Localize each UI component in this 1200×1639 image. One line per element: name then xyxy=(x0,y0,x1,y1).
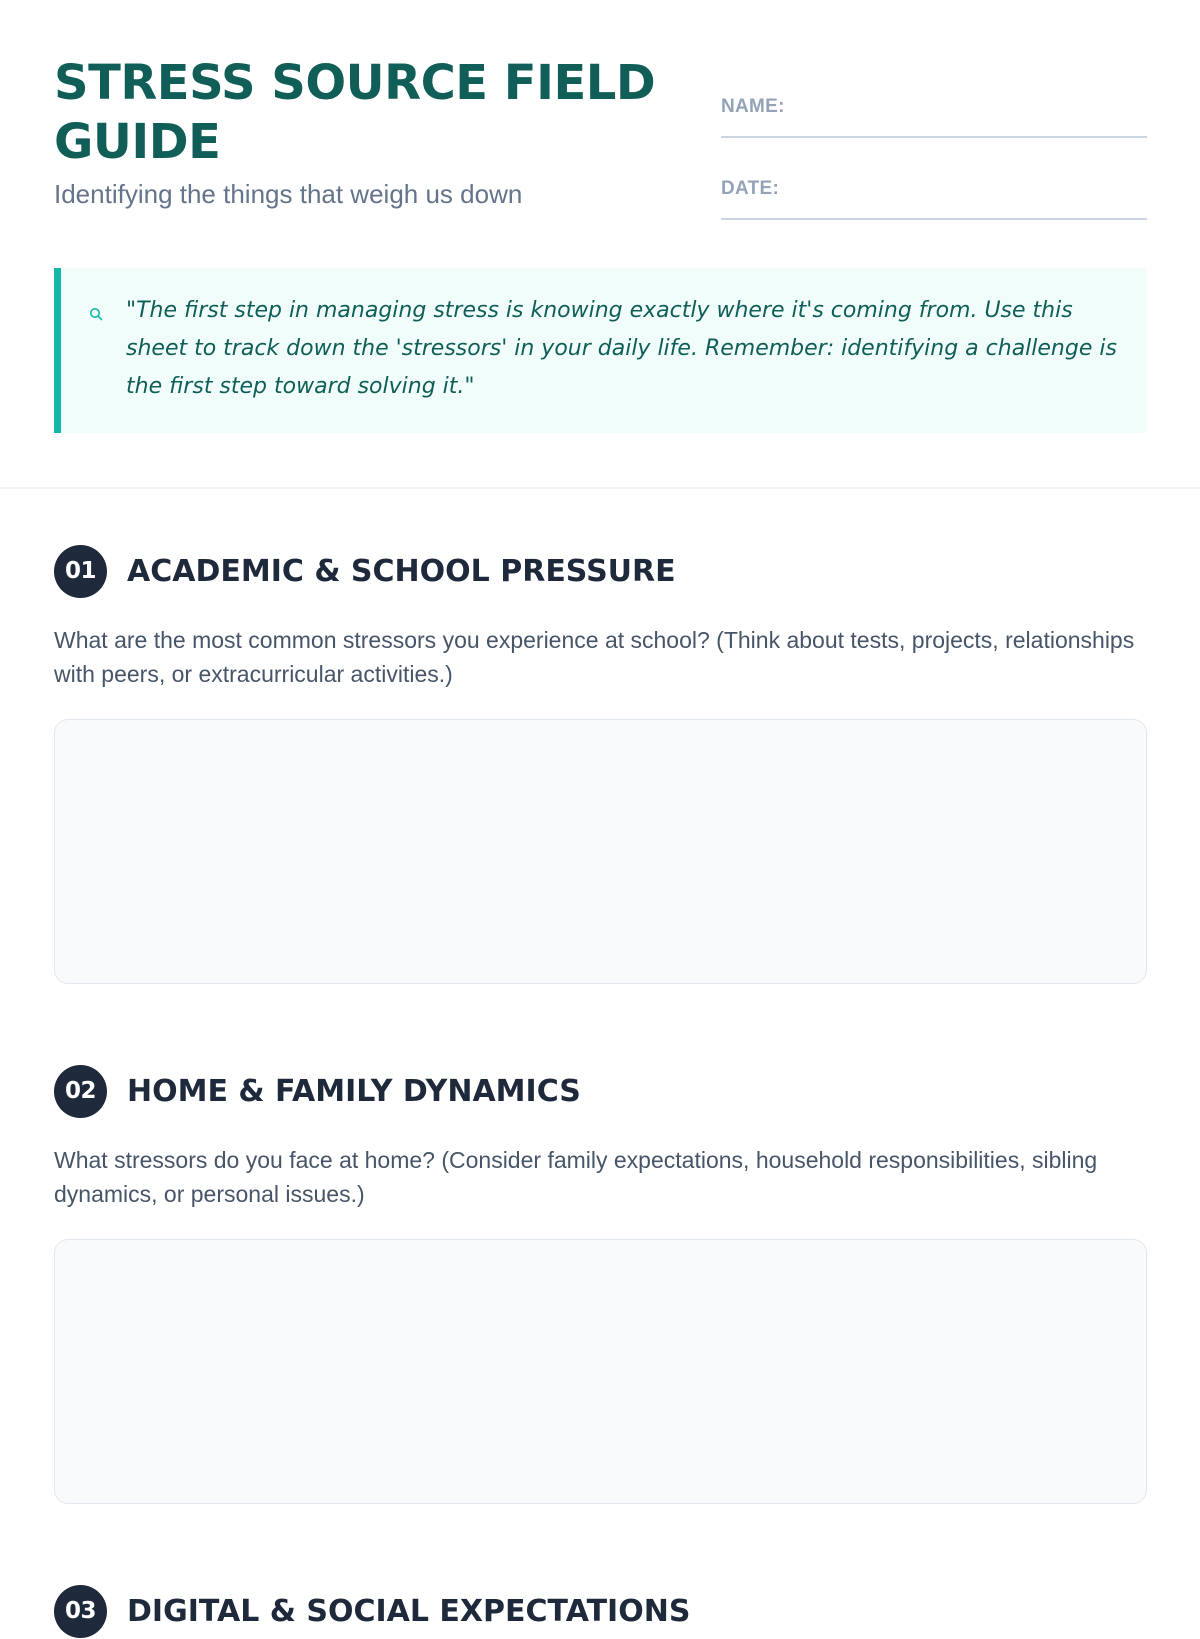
section-prompt: What stressors do you face at home? (Consider family expectations, household responsibilities, sibling dynamics, or personal issues.) xyxy=(54,1147,1098,1207)
section-title: ACADEMIC & SCHOOL PRESSURE xyxy=(127,554,676,589)
section-number-badge: 01 xyxy=(54,545,107,598)
date-field[interactable] xyxy=(721,168,1147,220)
answer-textarea[interactable] xyxy=(54,1239,1147,1504)
header-divider xyxy=(0,487,1200,489)
section-heading xyxy=(54,1585,1147,1639)
date-label: DATE: xyxy=(721,178,780,199)
answer-textarea[interactable] xyxy=(54,719,1147,984)
section-number-badge: 03 xyxy=(54,1585,107,1638)
section-title: HOME & FAMILY DYNAMICS xyxy=(127,1074,581,1109)
worksheet-header xyxy=(54,54,1147,234)
name-field[interactable] xyxy=(721,86,1147,138)
section-title: DIGITAL & SOCIAL EXPECTATIONS xyxy=(127,1594,691,1629)
page-subtitle: Identifying the things that weigh us down xyxy=(54,179,523,209)
intro-quote-box xyxy=(54,268,1147,433)
magnifier-icon xyxy=(88,306,104,322)
section-academic xyxy=(54,545,1147,984)
student-info-fields xyxy=(721,86,1147,250)
quote-text: "The first step in managing stress is knowing exactly where it's coming from. Use this sheet to track down the 'stressors' in your daily life. Remember: identifying a challenge is the first step toward solving it." xyxy=(126,298,1117,399)
section-heading xyxy=(54,545,1147,599)
quote-accent-bar xyxy=(54,268,61,433)
section-prompt: What are the most common stressors you experience at school? (Think about tests, projects, relationships with peers, or extracurricular activities.) xyxy=(54,627,1135,687)
section-home xyxy=(54,1065,1147,1504)
section-heading xyxy=(54,1065,1147,1119)
section-digital xyxy=(54,1585,1147,1639)
name-label: NAME: xyxy=(721,96,785,117)
page-title: STRESS SOURCE FIELD GUIDE xyxy=(54,55,656,170)
section-number-badge: 02 xyxy=(54,1065,107,1118)
